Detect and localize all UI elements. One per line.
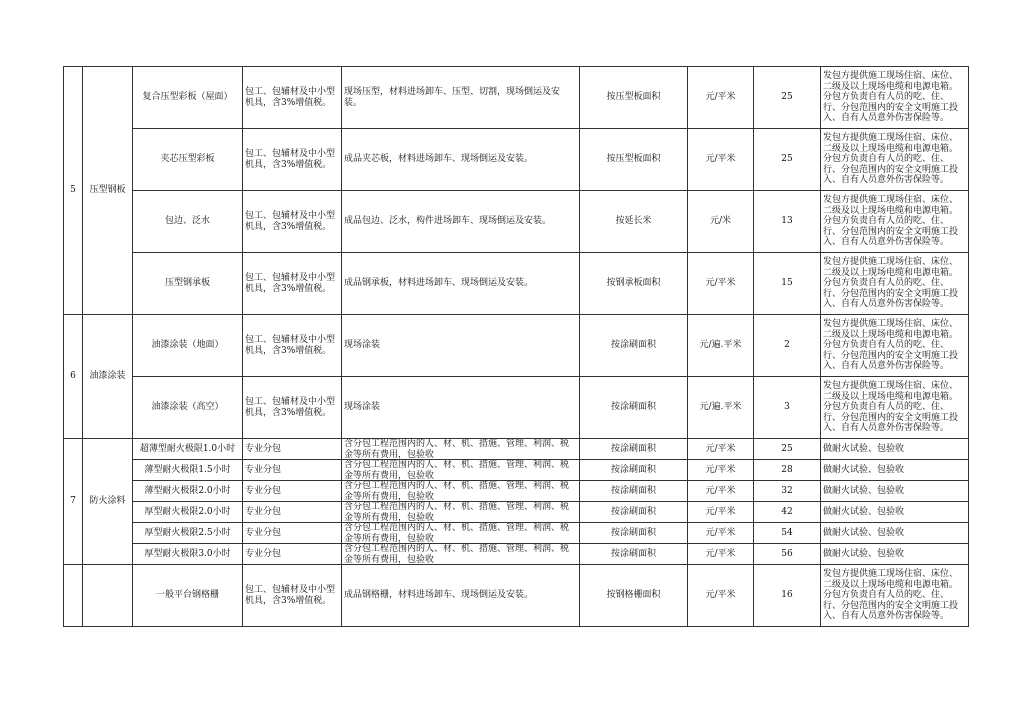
work-content-text: 含分包工程范围内的人、材、机、措施、管理、利润、税金等所有费用，包验收: [344, 523, 570, 543]
unit-price-cell: 13: [754, 191, 821, 253]
item-name-cell: 薄型耐火极限1.5小时: [133, 460, 243, 481]
unit-cell: 元/平米: [688, 253, 754, 315]
item-name-cell: 夹芯压型彩板: [133, 129, 243, 191]
unit-price-cell: 25: [754, 129, 821, 191]
item-name-cell: 压型钢承板: [133, 253, 243, 315]
labor-scope-cell: 包工、包辅材及中小型机具，含3%增值税。: [243, 253, 342, 315]
unit-price-cell: 16: [754, 565, 821, 627]
work-content-cell: 现场压型，材料进场卸车、压型、切割，现场倒运及安装。: [342, 67, 580, 129]
item-name-cell: 油漆涂装（高空）: [133, 377, 243, 439]
table-row: [64, 565, 969, 627]
group-number: 6: [64, 315, 83, 439]
group-category: 压型钢板: [83, 67, 133, 315]
item-name-cell: 一般平台钢格栅: [133, 565, 243, 627]
unit-cell: 元/平米: [688, 67, 754, 129]
work-content-cell: [342, 439, 580, 460]
labor-scope-cell: 包工、包辅材及中小型机具，含3%增值税。: [243, 191, 342, 253]
unit-cell: 元/平米: [688, 565, 754, 627]
table-row: [64, 377, 969, 439]
measure-rule-cell: 按涂刷面积: [580, 315, 688, 377]
measure-rule-cell: 按延长米: [580, 191, 688, 253]
remark-cell: 做耐火试验、包验收: [821, 481, 969, 502]
table-row: [64, 315, 969, 377]
group-category: 防火涂料: [83, 439, 133, 565]
unit-price-cell: 2: [754, 315, 821, 377]
labor-scope-cell: 专业分包: [243, 544, 342, 565]
item-name-cell: 复合压型彩板（屋面）: [133, 67, 243, 129]
unit-price-cell: 42: [754, 502, 821, 523]
unit-cell: 元/平米: [688, 460, 754, 481]
unit-price-cell: 54: [754, 523, 821, 544]
group-number: [64, 565, 83, 627]
table-row: [64, 460, 969, 481]
remark-cell: 发包方提供施工现场住宿、床位、二级及以上现场电缆和电源电箱。分包方负责自有人员的吃、住、行、分包范围内的安全文明施工投入、自有人员意外伤害保险等。: [821, 315, 969, 377]
item-name-cell: 薄型耐火极限2.0小时: [133, 481, 243, 502]
unit-price-cell: 28: [754, 460, 821, 481]
remark-cell: 发包方提供施工现场住宿、床位、二级及以上现场电缆和电源电箱。分包方负责自有人员的吃、住、行、分包范围内的安全文明施工投入、自有人员意外伤害保险等。: [821, 191, 969, 253]
labor-scope-cell: 包工、包辅材及中小型机具，含3%增值税。: [243, 129, 342, 191]
unit-cell: 元/平米: [688, 129, 754, 191]
measure-rule-cell: 按涂刷面积: [580, 502, 688, 523]
work-content-text: 含分包工程范围内的人、材、机、措施、管理、利润、税金等所有费用，包验收: [344, 544, 570, 564]
unit-price-cell: 25: [754, 439, 821, 460]
table-row: [64, 253, 969, 315]
remark-cell: 发包方提供施工现场住宿、床位、二级及以上现场电缆和电源电箱。分包方负责自有人员的吃、住、行、分包范围内的安全文明施工投入、自有人员意外伤害保险等。: [821, 253, 969, 315]
table-row: [64, 523, 969, 544]
table-row: [64, 129, 969, 191]
table-row: [64, 481, 969, 502]
measure-rule-cell: 按涂刷面积: [580, 544, 688, 565]
measure-rule-cell: 按压型板面积: [580, 129, 688, 191]
unit-cell: 元/平米: [688, 439, 754, 460]
work-content-cell: [342, 481, 580, 502]
labor-scope-cell: 包工、包辅材及中小型机具，含3%增值税。: [243, 315, 342, 377]
table-row: [64, 502, 969, 523]
remark-cell: 发包方提供施工现场住宿、床位、二级及以上现场电缆和电源电箱。分包方负责自有人员的吃、住、行、分包范围内的安全文明施工投入、自有人员意外伤害保险等。: [821, 565, 969, 627]
unit-price-cell: 15: [754, 253, 821, 315]
remark-cell: 做耐火试验、包验收: [821, 544, 969, 565]
measure-rule-cell: 按涂刷面积: [580, 481, 688, 502]
labor-scope-cell: 专业分包: [243, 439, 342, 460]
unit-cell: 元/遍.平米: [688, 377, 754, 439]
item-name-cell: 包边、泛水: [133, 191, 243, 253]
unit-cell: 元/平米: [688, 523, 754, 544]
work-content-cell: 现场涂装: [342, 315, 580, 377]
work-content-cell: 成品钢格栅，材料进场卸车、现场倒运及安装。: [342, 565, 580, 627]
work-content-cell: 成品包边、泛水，构件进场卸车、现场倒运及安装。: [342, 191, 580, 253]
item-name-cell: 厚型耐火极限2.0小时: [133, 502, 243, 523]
item-name-cell: 油漆涂装（地面）: [133, 315, 243, 377]
item-name-cell: 超薄型耐火极限1.0小时: [133, 439, 243, 460]
price-table: [63, 66, 969, 627]
labor-scope-cell: 包工、包辅材及中小型机具，含3%增值税。: [243, 377, 342, 439]
work-content-cell: [342, 460, 580, 481]
measure-rule-cell: 按涂刷面积: [580, 460, 688, 481]
unit-cell: 元/米: [688, 191, 754, 253]
group-category: [83, 565, 133, 627]
work-content-cell: [342, 523, 580, 544]
work-content-cell: 成品夹芯板，材料进场卸车、现场倒运及安装。: [342, 129, 580, 191]
work-content-cell: [342, 544, 580, 565]
table-row: [64, 67, 969, 129]
item-name-cell: 厚型耐火极限3.0小时: [133, 544, 243, 565]
measure-rule-cell: 按钢承板面积: [580, 253, 688, 315]
remark-cell: 做耐火试验、包验收: [821, 502, 969, 523]
labor-scope-cell: 专业分包: [243, 502, 342, 523]
unit-cell: 元/平米: [688, 544, 754, 565]
measure-rule-cell: 按压型板面积: [580, 67, 688, 129]
unit-cell: 元/平米: [688, 502, 754, 523]
table-row: [64, 191, 969, 253]
unit-price-cell: 3: [754, 377, 821, 439]
item-name-cell: 厚型耐火极限2.5小时: [133, 523, 243, 544]
price-table-body: [64, 67, 969, 627]
remark-cell: 做耐火试验、包验收: [821, 523, 969, 544]
unit-cell: 元/平米: [688, 481, 754, 502]
work-content-text: 含分包工程范围内的人、材、机、措施、管理、利润、税金等所有费用，包验收: [344, 460, 570, 480]
unit-price-cell: 32: [754, 481, 821, 502]
labor-scope-cell: 专业分包: [243, 523, 342, 544]
remark-cell: 发包方提供施工现场住宿、床位、二级及以上现场电缆和电源电箱。分包方负责自有人员的吃、住、行、分包范围内的安全文明施工投入、自有人员意外伤害保险等。: [821, 129, 969, 191]
labor-scope-cell: 包工、包辅材及中小型机具，含3%增值税。: [243, 67, 342, 129]
work-content-text: 含分包工程范围内的人、材、机、措施、管理、利润、税金等所有费用，包验收: [344, 439, 570, 459]
measure-rule-cell: 按涂刷面积: [580, 377, 688, 439]
group-number: 5: [64, 67, 83, 315]
group-number: 7: [64, 439, 83, 565]
unit-cell: 元/遍.平米: [688, 315, 754, 377]
table-row: [64, 439, 969, 460]
remark-cell: 做耐火试验、包验收: [821, 439, 969, 460]
group-category: 油漆涂装: [83, 315, 133, 439]
labor-scope-cell: 专业分包: [243, 481, 342, 502]
work-content-cell: 成品钢承板，材料进场卸车、现场倒运及安装。: [342, 253, 580, 315]
work-content-cell: [342, 502, 580, 523]
unit-price-cell: 25: [754, 67, 821, 129]
measure-rule-cell: 按钢格栅面积: [580, 565, 688, 627]
work-content-text: 含分包工程范围内的人、材、机、措施、管理、利润、税金等所有费用，包验收: [344, 481, 570, 501]
remark-cell: 做耐火试验、包验收: [821, 460, 969, 481]
work-content-cell: 现场涂装: [342, 377, 580, 439]
remark-cell: 发包方提供施工现场住宿、床位、二级及以上现场电缆和电源电箱。分包方负责自有人员的吃、住、行、分包范围内的安全文明施工投入、自有人员意外伤害保险等。: [821, 67, 969, 129]
measure-rule-cell: 按涂刷面积: [580, 439, 688, 460]
table-row: [64, 544, 969, 565]
unit-price-cell: 56: [754, 544, 821, 565]
work-content-text: 含分包工程范围内的人、材、机、措施、管理、利润、税金等所有费用，包验收: [344, 502, 570, 522]
labor-scope-cell: 包工、包辅材及中小型机具，含3%增值税。: [243, 565, 342, 627]
labor-scope-cell: 专业分包: [243, 460, 342, 481]
measure-rule-cell: 按涂刷面积: [580, 523, 688, 544]
remark-cell: 发包方提供施工现场住宿、床位、二级及以上现场电缆和电源电箱。分包方负责自有人员的吃、住、行、分包范围内的安全文明施工投入、自有人员意外伤害保险等。: [821, 377, 969, 439]
